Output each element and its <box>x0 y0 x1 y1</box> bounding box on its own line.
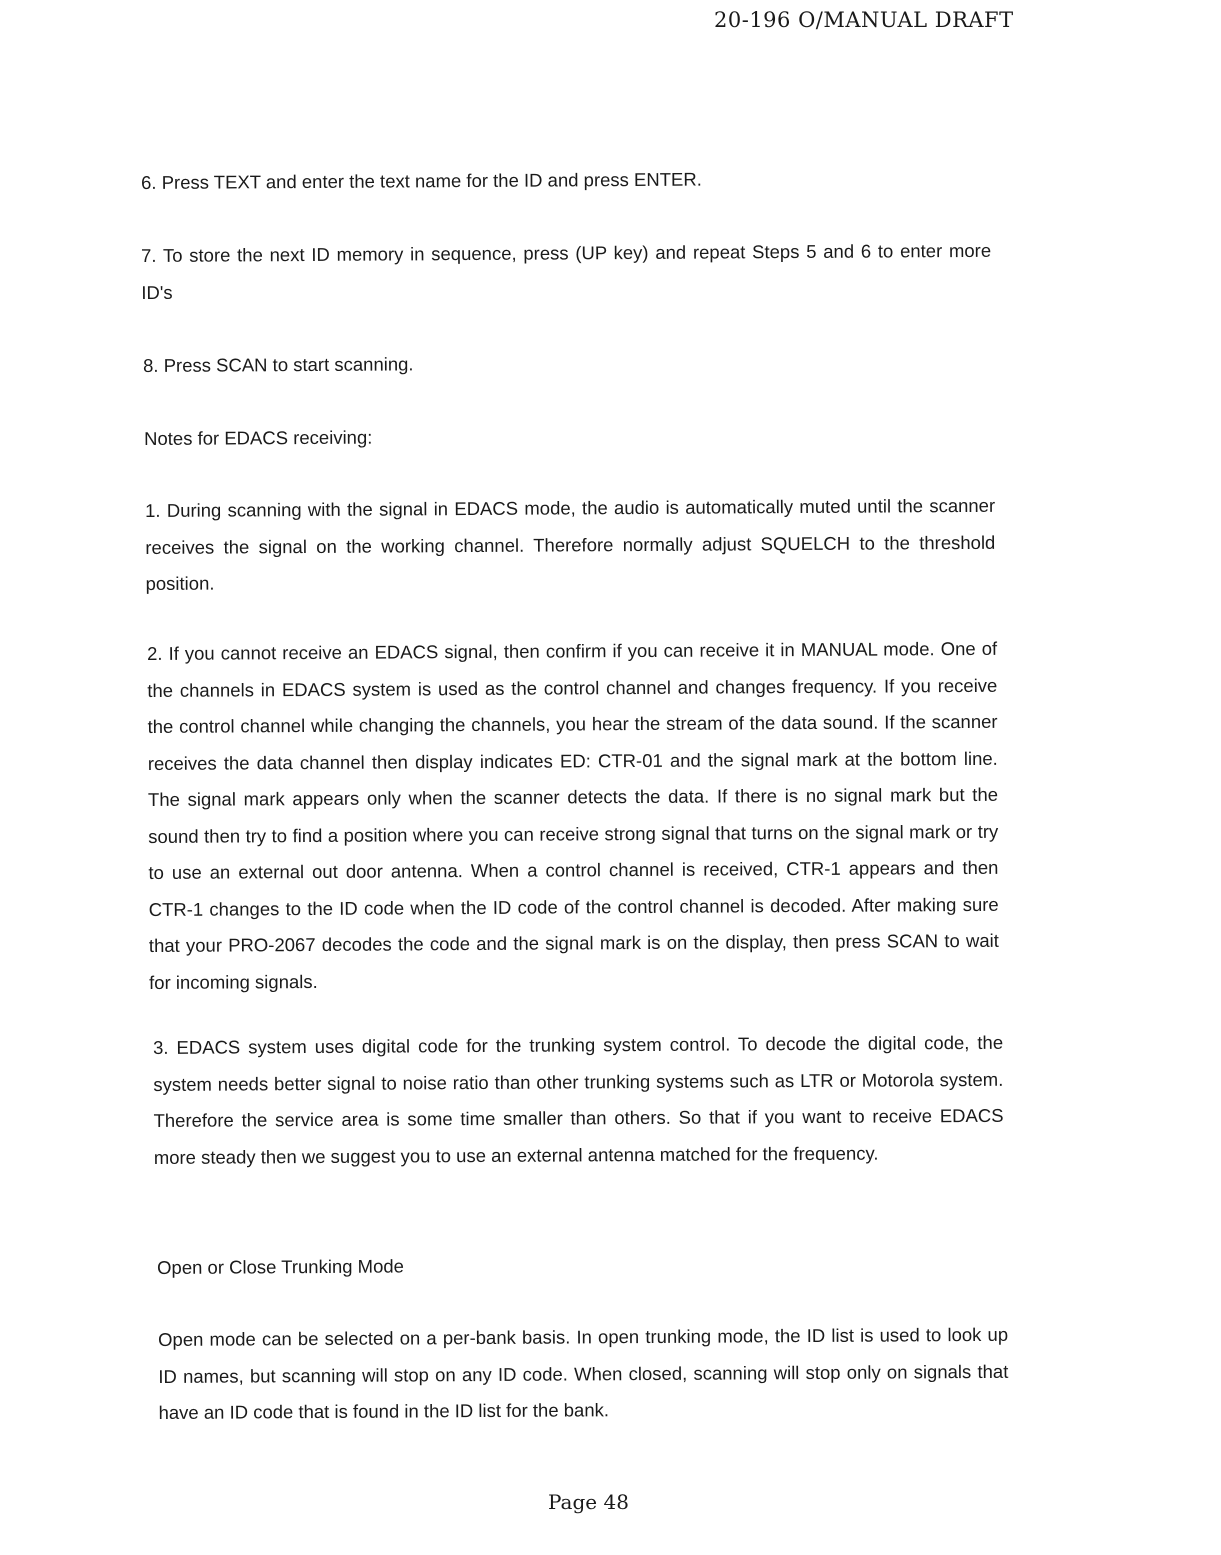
trunking-mode-paragraph: Open mode can be selected on a per-bank basis. In open trunking mode, the ID list is used to look up ID names, but scanning will stop on any ID code. When closed, scanning will stop only on signals that have an ID code that is found in the ID list for the bank. <box>158 1323 1009 1423</box>
note-1-paragraph: 1. During scanning with the signal in EDACS mode, the audio is automatically muted until the scanner receives the signal on the working channel. Therefore normally adjust SQUELCH to the threshold position. <box>145 494 996 594</box>
step-8-paragraph: 8. Press SCAN to start scanning. <box>143 353 414 376</box>
page-number: Page 48 <box>548 1490 629 1514</box>
step-7-paragraph: 7. To store the next ID memory in sequence, press (UP key) and repeat Steps 5 and 6 to enter more ID's <box>141 239 992 303</box>
document-header: 20-196 O/MANUAL DRAFT <box>714 8 1014 32</box>
notes-heading: Notes for EDACS receiving: <box>144 426 373 449</box>
trunking-mode-heading: Open or Close Trunking Mode <box>157 1255 404 1278</box>
step-6-paragraph: 6. Press TEXT and enter the text name for the ID and press ENTER. <box>141 168 702 193</box>
note-2-paragraph: 2. If you cannot receive an EDACS signal, then confirm if you can receive it in MANUAL mode. One of the channels in EDACS system is used as the control channel and changes frequency. If you receive the control channel while changing the channels, you hear the stream of the data sound. If the scanner receives the data channel then display indicates ED: CTR-01 and the signal mark at the bottom line. The signal mark appears only when the scanner detects the data. If there is no signal mark but the sound then try to find a position where you can receive strong signal that turns on the signal mark or try to use an external out door antenna. When a control channel is received, CTR-1 appears and then CTR-1 changes to the ID code when the ID code of the control channel is decoded. After making sure that your PRO-2067 decodes the code and the signal mark is on the display, then press SCAN to wait for incoming signals. <box>147 637 999 993</box>
note-3-paragraph: 3. EDACS system uses digital code for the trunking system control. To decode the digital code, the system needs better signal to noise ratio than other trunking systems such as LTR or Motorola system. Therefore the service area is some time smaller than others. So that if you want to receive EDACS more steady then we suggest you to use an external antenna matched for the frequency. <box>153 1031 1004 1168</box>
